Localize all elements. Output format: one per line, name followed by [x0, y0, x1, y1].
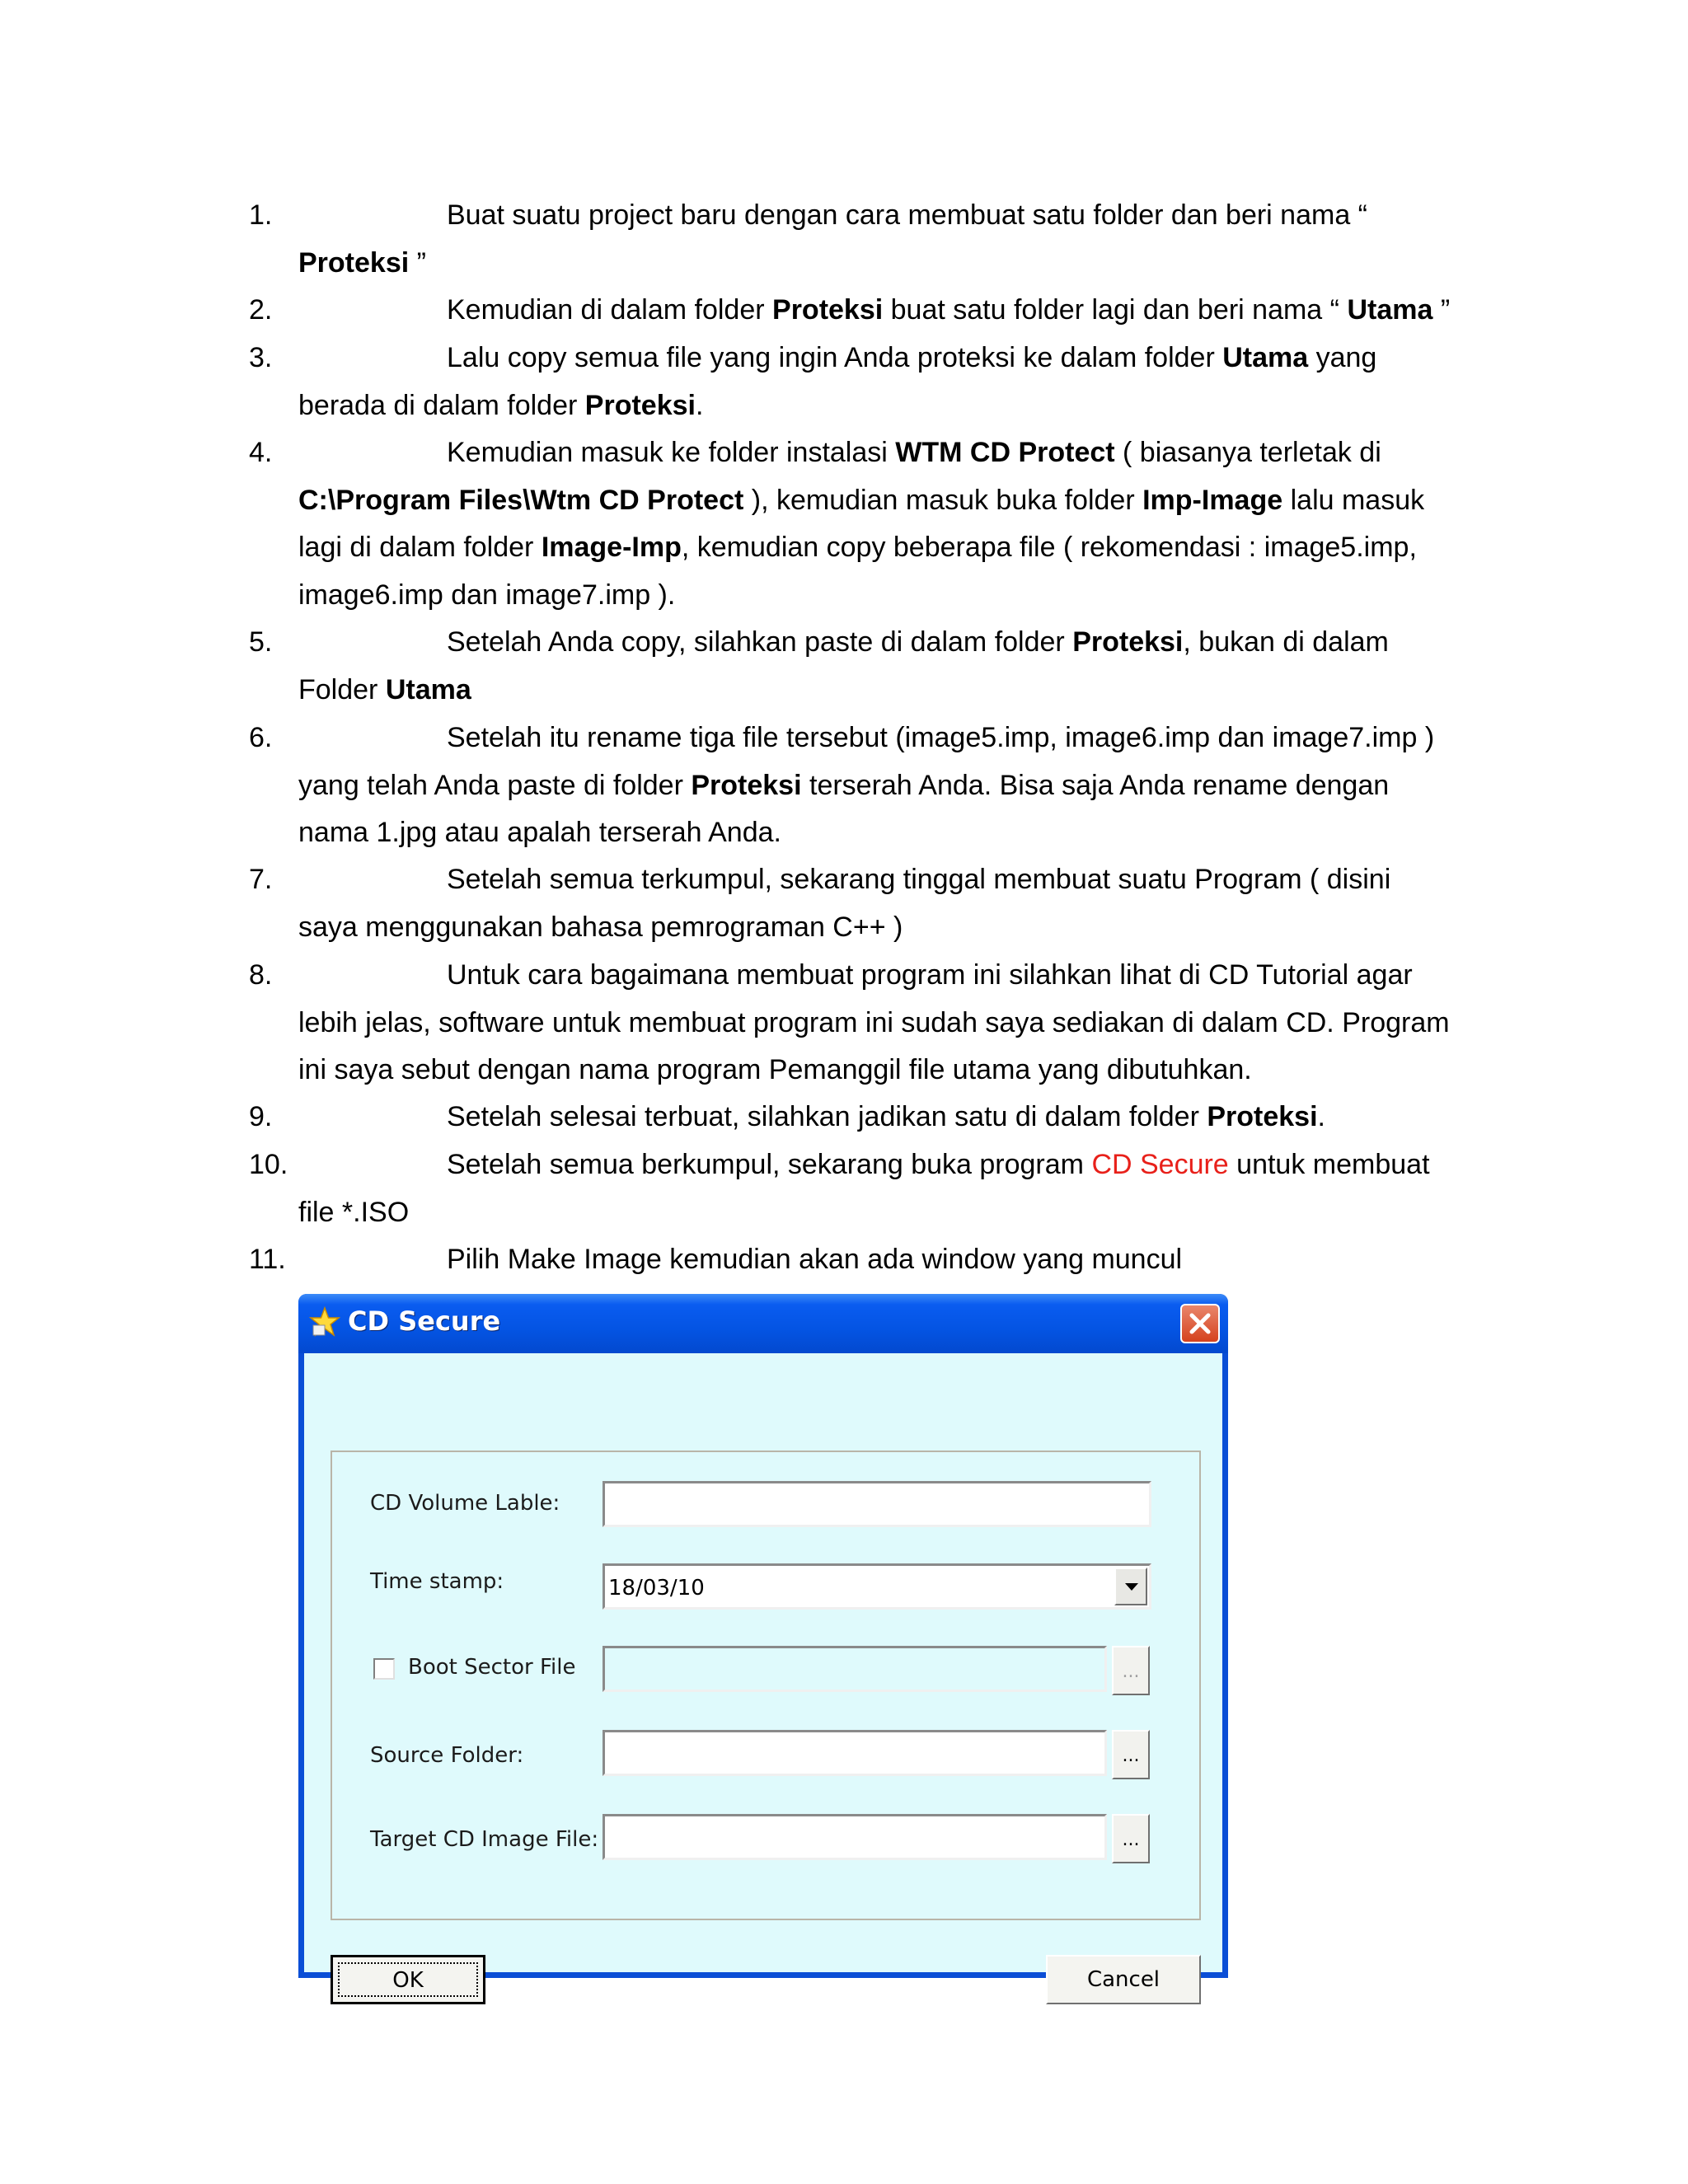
list-item-line	[298, 382, 703, 429]
bold-text: Proteksi	[691, 770, 802, 801]
list-item-line	[447, 334, 1376, 382]
bold-text: WTM CD Protect	[895, 437, 1115, 468]
text-run: file *.ISO	[298, 1197, 410, 1228]
list-item-line	[298, 762, 1389, 809]
bold-text: Proteksi	[584, 390, 696, 421]
text-run: Kemudian di dalam folder	[447, 294, 773, 326]
text-run: buat satu folder lagi dan beri nama “	[883, 294, 1348, 326]
list-item-line	[447, 714, 1434, 762]
dialog-client-area	[304, 1353, 1222, 1993]
close-button[interactable]	[1180, 1304, 1220, 1343]
list-item-line	[447, 1235, 1182, 1283]
dialog-titlebar[interactable]	[298, 1294, 1228, 1353]
text-run: ”	[1432, 294, 1451, 326]
boot-sector-browse-button[interactable]: ...	[1112, 1646, 1150, 1695]
text-run: Folder	[298, 674, 386, 705]
text-run: untuk membuat	[1228, 1149, 1430, 1180]
text-run: .	[1317, 1101, 1325, 1132]
bold-text: Image-Imp	[541, 532, 682, 563]
list-item-line	[298, 808, 781, 856]
source-folder-browse-button[interactable]: ...	[1112, 1730, 1150, 1779]
text-run: image6.imp dan image7.imp ).	[298, 579, 676, 611]
list-item-number: 6.	[249, 722, 273, 753]
cd-volume-label: CD Volume Lable:	[370, 1491, 560, 1516]
text-run: ini saya sebut dengan nama program Pemanggil file utama yang dibutuhkan.	[298, 1054, 1252, 1085]
dialog-title: CD Secure	[348, 1305, 501, 1337]
bold-text: Proteksi	[298, 247, 410, 279]
text-run: Setelah itu rename tiga file tersebut (image5.imp, image6.imp dan image7.imp )	[447, 722, 1435, 753]
boot-sector-checkbox[interactable]	[373, 1658, 395, 1680]
text-run: lalu masuk	[1282, 485, 1425, 516]
target-image-label: Target CD Image File:	[370, 1827, 599, 1852]
list-item-number: 1.	[249, 199, 273, 231]
list-item-line	[447, 951, 1413, 999]
ok-button-label: OK	[392, 1968, 424, 1993]
time-stamp-label: Time stamp:	[370, 1569, 504, 1594]
text-run: Untuk cara bagaimana membuat program ini silahkan lihat di CD Tutorial agar	[447, 959, 1413, 991]
list-item-number: 7.	[249, 864, 273, 895]
text-run: ), kemudian masuk buka folder	[743, 485, 1143, 516]
list-item-line	[447, 1141, 1430, 1188]
bold-text: Utama	[1222, 342, 1309, 373]
list-item-line	[298, 999, 1450, 1047]
list-item-line	[447, 286, 1450, 334]
focus-ring	[338, 1962, 478, 1997]
list-item-number: 2.	[249, 294, 273, 326]
star-app-icon	[308, 1305, 341, 1338]
cancel-button[interactable]: Cancel	[1046, 1955, 1201, 2004]
text-run: lagi di dalam folder	[298, 532, 542, 563]
list-item-line	[447, 1093, 1325, 1141]
boot-sector-label: Boot Sector File	[408, 1655, 576, 1680]
highlighted-text: CD Secure	[1091, 1149, 1229, 1180]
bold-text: C:\Program Files\Wtm CD Protect	[298, 485, 744, 516]
list-item-number: 8.	[249, 959, 273, 991]
chevron-down-icon[interactable]	[1114, 1568, 1147, 1605]
list-item-number: 11.	[249, 1244, 286, 1275]
bold-text: Proteksi	[772, 294, 884, 326]
text-run: lebih jelas, software untuk membuat program ini sudah saya sediakan di dalam CD. Program	[298, 1007, 1450, 1038]
text-run: Lalu copy semua file yang ingin Anda proteksi ke dalam folder	[447, 342, 1223, 373]
text-run: Setelah semua berkumpul, sekarang buka program	[447, 1149, 1092, 1180]
text-run: yang	[1308, 342, 1377, 373]
list-item-number: 5.	[249, 626, 273, 658]
text-run: nama 1.jpg atau apalah terserah Anda.	[298, 817, 781, 848]
list-item-line	[447, 618, 1389, 666]
bold-text: Utama	[385, 674, 471, 705]
list-item-line	[298, 1046, 1252, 1094]
list-item-line	[298, 903, 903, 951]
list-item-number: 3.	[249, 342, 273, 373]
text-run: Setelah selesai terbuat, silahkan jadikan satu di dalam folder	[447, 1101, 1207, 1132]
text-run: yang telah Anda paste di folder	[298, 770, 692, 801]
text-run: Kemudian masuk ke folder instalasi	[447, 437, 896, 468]
text-run: ”	[409, 247, 426, 279]
text-run: .	[695, 390, 704, 421]
text-run: Pilih Make Image kemudian akan ada window yang muncul	[447, 1244, 1183, 1275]
text-run: Buat suatu project baru dengan cara membuat satu folder dan beri nama “	[447, 199, 1368, 231]
list-item-line	[298, 476, 1424, 524]
list-item-number: 4.	[249, 437, 273, 468]
close-icon	[1182, 1305, 1218, 1342]
ok-button[interactable]	[331, 1955, 485, 2004]
list-item-line	[298, 666, 471, 714]
text-run: , kemudian copy beberapa file ( rekomendasi : image5.imp,	[681, 532, 1417, 563]
list-item-line	[447, 191, 1367, 239]
target-image-browse-button[interactable]: ...	[1112, 1814, 1150, 1863]
text-run: terserah Anda. Bisa saja Anda rename dengan	[801, 770, 1390, 801]
boot-sector-input[interactable]	[603, 1646, 1107, 1692]
source-folder-label: Source Folder:	[370, 1743, 524, 1768]
list-item-line	[298, 1188, 409, 1236]
list-item-line	[298, 523, 1417, 571]
source-folder-input[interactable]	[603, 1730, 1107, 1776]
list-item-line	[447, 855, 1390, 903]
bold-text: Proteksi	[1072, 626, 1184, 658]
text-run: , bukan di dalam	[1183, 626, 1389, 658]
time-stamp-value: 18/03/10	[608, 1576, 705, 1601]
text-run: ( biasanya terletak di	[1114, 437, 1381, 468]
list-item-line	[447, 429, 1381, 476]
time-stamp-select[interactable]	[603, 1563, 1151, 1610]
text-run: Setelah semua terkumpul, sekarang tinggal membuat suatu Program ( disini	[447, 864, 1391, 895]
text-run: saya menggunakan bahasa pemrograman C++ )	[298, 912, 903, 943]
bold-text: Imp-Image	[1142, 485, 1283, 516]
list-item-line	[298, 239, 426, 287]
list-item-number: 9.	[249, 1101, 273, 1132]
list-item-number: 10.	[249, 1149, 288, 1180]
text-run: berada di dalam folder	[298, 390, 585, 421]
bold-text: Proteksi	[1207, 1101, 1318, 1132]
bold-text: Utama	[1347, 294, 1433, 326]
list-item-line	[298, 571, 675, 619]
target-image-input[interactable]	[603, 1814, 1107, 1860]
cd-secure-dialog	[298, 1294, 1228, 1993]
cd-volume-input[interactable]	[603, 1481, 1151, 1527]
text-run: Setelah Anda copy, silahkan paste di dalam folder	[447, 626, 1073, 658]
